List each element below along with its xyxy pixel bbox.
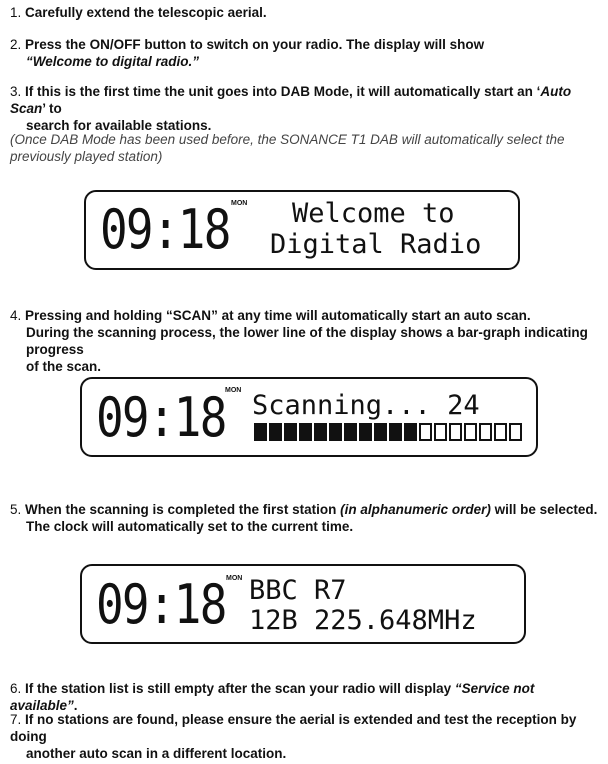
progress-cell-filled [314, 423, 327, 441]
progress-cell-filled [329, 423, 342, 441]
progress-cell-empty [434, 423, 447, 441]
day-indicator: MON [225, 387, 242, 394]
progress-cell-empty [464, 423, 477, 441]
day-indicator: MON [231, 200, 248, 207]
step-4 [10, 307, 602, 375]
progress-cell-filled [284, 423, 297, 441]
step-text: Mode, it will automatically start an ‘ [310, 84, 541, 99]
step-text: If no stations are found, please ensure the aerial is extended and test the reception by doing [10, 712, 577, 744]
step-text: The clock will automatically set to the current time. [26, 519, 354, 534]
lcd-display-station [80, 564, 526, 644]
button-name: ON/OFF [89, 37, 141, 52]
step-text: . [73, 698, 78, 713]
day-indicator: MON [226, 575, 243, 582]
step-number: 2. [10, 37, 22, 52]
lcd-display-welcome [84, 190, 520, 270]
button-name: SCAN [172, 308, 212, 323]
step-text: search for available stations. [26, 118, 212, 133]
step-text: of the scan. [26, 359, 102, 374]
step-text-italic: (in alphanumeric order) [340, 502, 491, 517]
scan-progress-bar [254, 423, 522, 441]
step-text: ’ to [42, 101, 62, 116]
progress-cell-filled [269, 423, 282, 441]
step-text: If the station list is still empty after the scan your radio will display [25, 681, 455, 696]
step-number: 5. [10, 502, 22, 517]
progress-cell-filled [389, 423, 402, 441]
step-3 [10, 83, 602, 134]
progress-cell-empty [509, 423, 522, 441]
step-number: 7. [10, 712, 22, 727]
progress-cell-empty [479, 423, 492, 441]
progress-cell-empty [419, 423, 432, 441]
step-text: button to switch on your radio. The display will show [140, 37, 485, 52]
lcd-line-2: Digital Radio [270, 229, 482, 260]
step-number: 6. [10, 681, 22, 696]
step-text: Press the [25, 37, 90, 52]
step-text: will be selected. [490, 502, 598, 517]
step-text: Carefully extend the telescopic aerial. [25, 5, 267, 20]
step-text: When the scanning is completed the first station [25, 502, 341, 517]
lcd-line-1: Welcome to [292, 198, 455, 229]
auto-scan-label: Auto Scan [10, 84, 572, 116]
clock-readout: 09:18 [96, 573, 226, 636]
step-text: During the scanning process, the lower line of the display shows a bar-graph indicating progress [26, 325, 588, 357]
step-number: 1. [10, 5, 22, 20]
progress-cell-filled [344, 423, 357, 441]
lcd-line-1: Scanning... 24 [252, 390, 480, 421]
step-5 [10, 501, 602, 535]
step-text: ” at any time will automatically start an auto scan. [211, 308, 531, 323]
step-text: another auto scan in a different location. [26, 746, 287, 761]
display-message: “Service not available” [10, 681, 535, 713]
step-1 [10, 4, 602, 21]
clock-readout: 09:18 [96, 386, 226, 449]
progress-cell-empty [449, 423, 462, 441]
step-number: 3. [10, 84, 22, 99]
progress-cell-empty [494, 423, 507, 441]
note: (Once DAB Mode has been used before, the SONANCE T1 DAB will automatically select the previously played station) [10, 132, 565, 164]
lcd-line-1: BBC R7 [249, 575, 347, 606]
mode-name: DAB [280, 84, 311, 99]
lcd-display-scanning [80, 377, 538, 457]
display-message: “Welcome to digital radio.” [26, 54, 200, 69]
progress-cell-filled [299, 423, 312, 441]
lcd-line-2: 12B 225.648MHz [249, 605, 477, 636]
step-number: 4. [10, 308, 22, 323]
progress-cell-filled [374, 423, 387, 441]
step-6 [10, 680, 602, 714]
progress-cell-filled [404, 423, 417, 441]
step-text: If this is the first time the unit goes into [25, 84, 281, 99]
clock-readout: 09:18 [100, 198, 230, 261]
step-2 [10, 36, 602, 70]
progress-cell-filled [254, 423, 267, 441]
progress-cell-filled [359, 423, 372, 441]
step-text: Pressing and holding “ [25, 308, 173, 323]
step-7 [10, 711, 602, 762]
